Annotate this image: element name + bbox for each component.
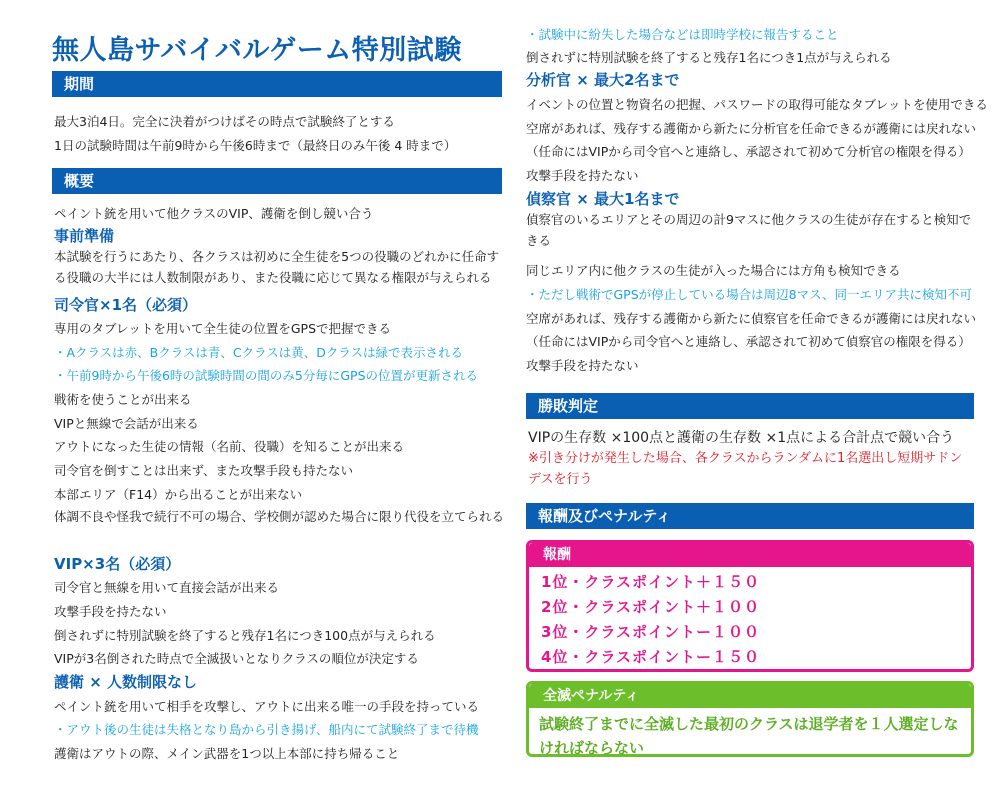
victory-text: VIPの生存数 ×100点と護衛の生存数 ×1点による合計点で競い合う xyxy=(528,430,955,446)
period-header: 期間 xyxy=(52,71,502,97)
reward-item: 1位・クラスポイント＋１５０ xyxy=(541,573,760,591)
commander-line: 司令官を倒すことは出来ず、また攻撃手段も持たない xyxy=(54,463,354,478)
commander-line: 本部エリア（F14）から出ることが出来ない xyxy=(54,487,303,502)
vip-line: 倒されずに特別試験を終了すると残存1名につき100点が与えられる xyxy=(54,628,436,643)
commander-line: 専用のタブレットを用いて全生徒の位置をGPSで把握できる xyxy=(54,321,392,336)
penalty-text: 試験終了までに全滅した最初のクラスは退学者を１人選定しなければならない xyxy=(539,715,959,757)
analyst-line: 攻撃手段を持たない xyxy=(526,168,639,183)
prep-heading: 事前準備 xyxy=(54,227,115,245)
scout-line: 同じエリア内に他クラスの生徒が入った場合には方角も検知できる xyxy=(526,263,901,278)
vip-line: 司令官と無線を用いて直接会話が出来る xyxy=(54,580,280,595)
penalty-box-title: 全滅ペナルティ xyxy=(529,684,971,708)
commander-heading: 司令官×1名（必須） xyxy=(54,296,198,314)
period-line: 最大3泊4日。完全に決着がつけばその時点で試験終了とする xyxy=(54,114,395,129)
analyst-heading: 分析官 × 最大2名まで xyxy=(526,71,680,89)
guard-note: ・試験中に紛失した場合などは即時学校に報告すること xyxy=(526,27,839,42)
reward-item: 4位・クラスポイントー１５０ xyxy=(541,648,760,666)
page-title: 無人島サバイバルゲーム特別試験 xyxy=(52,35,462,66)
commander-note: ・Aクラスは赤、Bクラスは青、Cクラスは黄、Dクラスは緑で表示される xyxy=(54,345,463,360)
commander-line: 戦術を使うことが出来る xyxy=(54,392,192,407)
analyst-line: （任命にはVIPから司令官へと連絡し、承認されて初めて分析官の権限を得る） xyxy=(526,144,971,159)
analyst-line: イベントの位置と物資名の把握、パスワードの取得可能なタブレットを使用できる xyxy=(526,97,988,112)
penalty-box xyxy=(526,681,974,757)
guard-heading: 護衛 × 人数制限なし xyxy=(54,673,198,691)
scout-line: （任命にはVIPから司令官へと連絡し、承認されて初めて偵察官の権限を得る） xyxy=(526,334,971,349)
rewards-header: 報酬及びペナルティ xyxy=(526,503,974,529)
scout-note: ・ただし戦術でGPSが停止している場合は周辺8マス、同一エリア共に検知不可 xyxy=(526,287,972,302)
scout-line: 攻撃手段を持たない xyxy=(526,358,639,373)
overview-intro: ペイント銃を用いて他クラスのVIP、護衛を倒し競い合う xyxy=(54,206,374,221)
prep-text: 本試験を行うにあたり、各クラスは初めに全生徒を5つの役職のどれかに任命する役職の大半には人数制限があり、また役職に応じて異なる権限が与えられる xyxy=(54,249,500,285)
vip-line: 攻撃手段を持たない xyxy=(54,604,167,619)
reward-box-title: 報酬 xyxy=(529,543,971,567)
analyst-line: 空席があれば、残存する護衛から新たに分析官を任命できるが護衛には戻れない xyxy=(526,121,977,136)
commander-note: ・午前9時から午後6時の試験時間の間のみ5分毎にGPSの位置が更新される xyxy=(54,368,479,383)
scout-heading: 偵察官 × 最大1名まで xyxy=(526,190,680,208)
guard-note: ・アウト後の生徒は失格となり島から引き揚げ、船内にて試験終了まで待機 xyxy=(54,722,479,737)
commander-line: VIPと無線で会話が出来る xyxy=(54,416,199,431)
victory-note: ※引き分けが発生した場合、各クラスからランダムに1名選出し短期サドンデスを行う xyxy=(528,451,963,487)
overview-header: 概要 xyxy=(52,168,502,194)
reward-box xyxy=(526,540,974,672)
guard-line: 護衛はアウトの際、メイン武器を1つ以上本部に持ち帰ること xyxy=(54,746,400,761)
period-line: 1日の試験時間は午前9時から午後6時まで（最終日のみ午後 4 時まで） xyxy=(54,138,457,153)
reward-item: 3位・クラスポイントー１００ xyxy=(541,623,760,641)
victory-header: 勝敗判定 xyxy=(526,393,974,419)
scout-para: 偵察官のいるエリアとその周辺の計9マスに他クラスの生徒が存在すると検知できる xyxy=(526,212,972,248)
vip-heading: VIP×3名（必須） xyxy=(54,555,181,573)
vip-line: VIPが3名倒された時点で全滅扱いとなりクラスの順位が決定する xyxy=(54,651,419,666)
guard-line: ペイント銃を用いて相手を攻撃し、アウトに出来る唯一の手段を持っている xyxy=(54,699,480,714)
reward-item: 2位・クラスポイント＋１００ xyxy=(541,598,760,616)
scout-line: 空席があれば、残存する護衛から新たに偵察官を任命できるが護衛には戻れない xyxy=(526,311,977,326)
guard-line: 倒されずに特別試験を終了すると残存1名につき1点が与えられる xyxy=(526,50,892,65)
commander-line: アウトになった生徒の情報（名前、役職）を知ることが出来る xyxy=(54,439,405,454)
commander-last: 体調不良や怪我で続行不可の場合、学校側が認めた場合に限り代役を立てられる xyxy=(54,509,505,524)
